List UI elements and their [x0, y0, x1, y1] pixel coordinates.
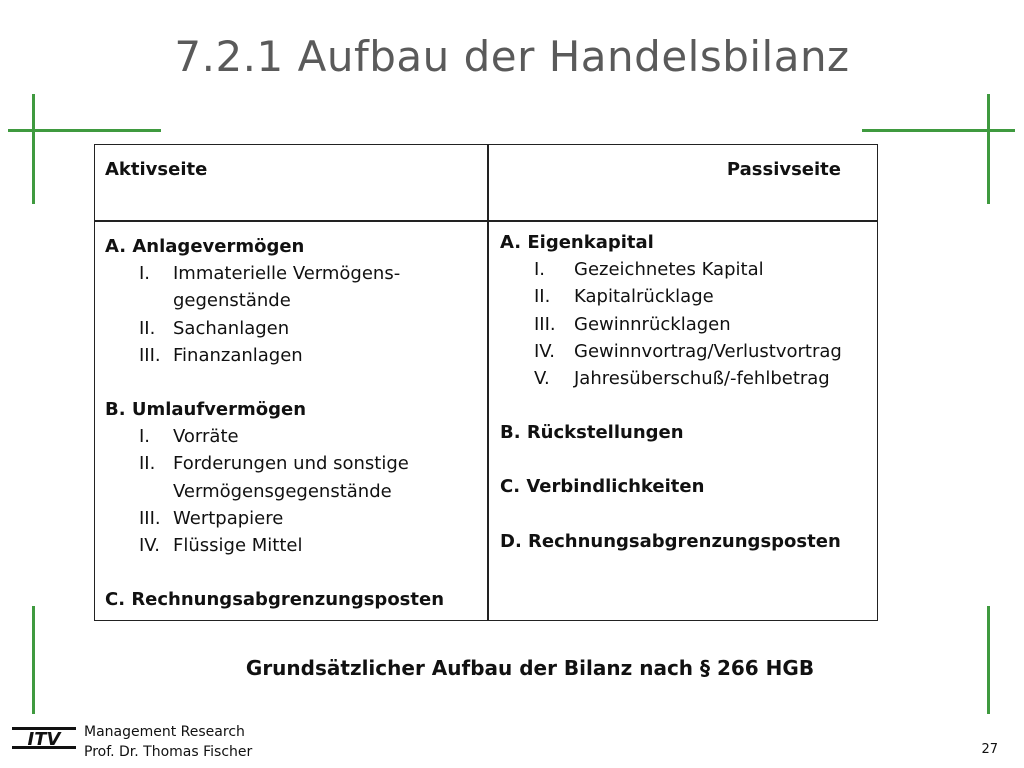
balance-sheet-table	[94, 144, 878, 621]
list-item: IV. Flüssige Mittel	[139, 535, 303, 557]
footer-text	[84, 722, 252, 762]
passiva-section-d: D. Rechnungsabgrenzungsposten	[500, 530, 841, 552]
list-item: I. Immaterielle Vermögens-	[139, 263, 401, 285]
list-item: V. Jahresüberschuß/-fehlbetrag	[534, 368, 830, 390]
corner-line-top-right-h	[862, 129, 1015, 132]
aktiva-header: Aktivseite	[105, 159, 208, 180]
footer-line-1: Management Research	[84, 724, 245, 740]
list-item: I. Vorräte	[139, 426, 239, 448]
aktiva-section-c: C. Rechnungsabgrenzungsposten	[105, 589, 445, 611]
list-item: III. Finanzanlagen	[139, 344, 303, 366]
corner-line-top-left-v	[32, 94, 35, 204]
corner-line-top-left-h	[8, 129, 161, 132]
list-item: III. Wertpapiere	[139, 507, 284, 529]
aktiva-section-b: B. Umlaufvermögen	[105, 399, 307, 421]
passiva-section-c: C. Verbindlichkeiten	[500, 476, 705, 498]
list-item: II. Sachanlagen	[139, 317, 290, 339]
passiva-section-b: B. Rückstellungen	[500, 422, 684, 444]
footer-line-2: Prof. Dr. Thomas Fischer	[84, 744, 253, 760]
slide-caption: Grundsätzlicher Aufbau der Bilanz nach § 266 HGB	[245, 656, 815, 680]
passiva-header: Passivseite	[726, 159, 841, 180]
page-number: 27	[981, 742, 998, 757]
aktiva-column	[105, 233, 444, 613]
column-divider	[487, 145, 489, 620]
itv-logo	[12, 724, 76, 756]
list-item-continuation: Vermögensgegenstände	[173, 480, 392, 502]
header-divider	[95, 220, 877, 222]
list-item: I. Gezeichnetes Kapital	[534, 259, 764, 281]
passiva-section-a: A. Eigenkapital	[500, 232, 654, 253]
list-item: III. Gewinnrücklagen	[534, 313, 731, 335]
list-item: IV. Gewinnvortrag/Verlustvortrag	[534, 340, 842, 362]
list-item: II. Forderungen und sonstige	[139, 453, 409, 475]
aktiva-section-a: A. Anlagevermögen	[105, 236, 305, 257]
corner-line-top-right-v	[987, 94, 990, 204]
slide-title: 7.2.1 Aufbau der Handelsbilanz	[174, 32, 850, 81]
list-item-continuation: gegenstände	[173, 290, 291, 312]
passiva-column	[500, 229, 842, 555]
list-item: II. Kapitalrücklage	[534, 286, 714, 308]
svg-text:ITV: ITV	[27, 729, 61, 750]
